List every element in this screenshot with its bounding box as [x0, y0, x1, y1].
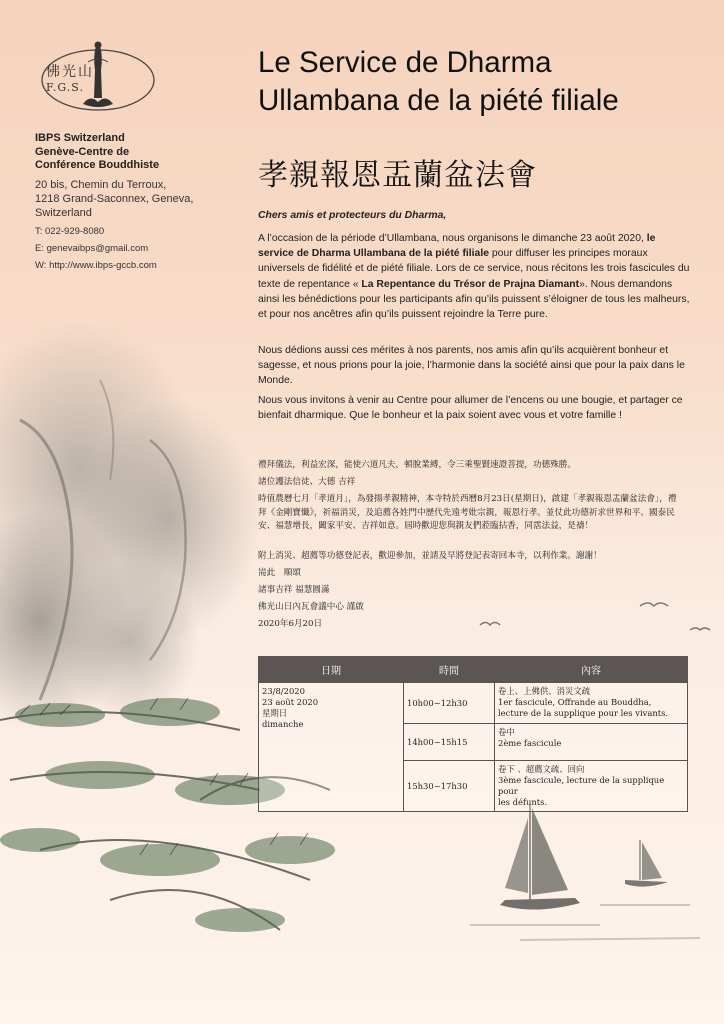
content-fr: 3ème fascicule, lecture de la supplique pour — [498, 775, 665, 796]
content-fr: 2ème fascicule — [498, 738, 562, 748]
time-cell: 10h00~12h30 — [404, 683, 495, 724]
zh-signature: 佛光山日內瓦會議中心 謹啟 — [258, 602, 364, 612]
content-cell — [495, 683, 688, 724]
zh-paragraph-3: 時值農曆七月「孝道月」，為發揚孝親精神，本寺特於西曆8月23日(星期日)，啟建「孝親報恩盂蘭盆法會」，禮拜《金剛寶懺》，祈福消災，及追薦各姓門中歷代先遠考妣宗親，報恩行孝。並仗此功德祈求世界和平、國泰民安、福慧增長，闔家平安、吉祥如意。屆時歡迎您與親友們蒞臨拈香，同霑法益，是禱！ — [258, 494, 677, 532]
date-cell — [259, 683, 404, 812]
content-fr: 1er fascicule, Offrande au Bouddha, — [498, 697, 652, 707]
organization-address — [35, 178, 225, 220]
letter-paragraph-3: Nous vous invitons à venir au Centre pour allumer de l’encens ou une bougie, et partager ce bienfait dharmique. Que le bonheur et la paix soient avec vous et votre famille ! — [258, 395, 683, 422]
date-line: 23/8/2020 — [262, 686, 305, 696]
content-fr: les défunts. — [498, 797, 548, 807]
date-line: 23 août 2020 — [262, 697, 319, 707]
date-line: 星期日 — [262, 708, 288, 718]
logo-text — [46, 64, 94, 96]
header-content: 內容 — [495, 657, 688, 683]
title-line-2: Ullambana de la piété filiale — [258, 84, 619, 117]
organization-name — [35, 132, 215, 173]
address-line: 20 bis, Chemin du Terroux, — [35, 179, 167, 191]
time-cell: 15h30~17h30 — [404, 761, 495, 812]
page-title — [258, 44, 708, 120]
p1-service-name: le service de Dharma Ullambana de la piété filiale — [258, 233, 656, 260]
letter-paragraph-2: Nous dédions aussi ces mérites à nos parents, nos amis afin qu’ils acquièrent bonheur et sagesse, et nous prions pour la joie, l’harmonie dans la société ainsi que pour la paix dans le Monde. — [258, 345, 685, 387]
address-line: Switzerland — [35, 207, 92, 219]
zh-paragraph-4: 附上消災、超薦等功德登記表，歡迎參加，並請及早將登記表寄回本寺，以利作業。謝謝！ — [258, 551, 602, 561]
zh-paragraph-2: 諸位護法信徒、大德 吉祥 — [258, 477, 356, 487]
p1-text: A l’occasion de la période d’Ullambana, nous organisons le dimanche 23 août 2020, — [258, 233, 647, 244]
letter-greeting: Chers amis et protecteurs du Dharma, — [258, 210, 447, 221]
p1-text: ». Nous demandons ainsi les bénédictions pour les participants afin qu’ils puissent s’éloigner de tous les malheurs, et pour nos ancêtres afin qu’ils puissent rejoindre la Terre pure. — [258, 278, 690, 321]
org-name-line: Genève-Centre de — [35, 145, 130, 158]
zh-date: 2020年6月20日 — [258, 619, 323, 629]
zh-closing: 耑此 順頌 — [258, 568, 301, 578]
letter-paragraph-1 — [258, 231, 690, 322]
org-name-line: IBPS Switzerland — [35, 132, 125, 144]
org-name-line: Conférence Bouddhiste — [35, 159, 160, 171]
content-zh: 卷中 — [498, 727, 515, 737]
zh-paragraph-1: 禮拜儀法，利益宏深，能使六道凡夫，頓脫業縛，令三乘聖賢速證菩提，功德殊勝。 — [258, 460, 576, 470]
content-cell — [495, 724, 688, 761]
email-address[interactable]: E: genevaibps@gmail.com — [35, 243, 149, 254]
content-cell — [495, 761, 688, 812]
schedule-table — [258, 656, 688, 812]
page-title-chinese: 孝親報恩盂蘭盆法會 — [258, 158, 537, 193]
date-line: dimanche — [262, 719, 304, 729]
table-row — [259, 683, 688, 724]
zh-blessing: 諸事吉祥 福慧圓滿 — [258, 585, 330, 595]
address-line: 1218 Grand-Saconnex, Geneva, — [35, 193, 194, 205]
time-cell: 14h00~15h15 — [404, 724, 495, 761]
p1-text: pour diffuser les principes moraux universels de fidélité et de piété filiale. Lors de ce service, nous récitons les trois fascicules du texte de repentance « — [258, 248, 690, 290]
logo-brand-en: F.G.S. — [46, 81, 84, 94]
table-header-row — [259, 657, 688, 683]
website-link[interactable]: W: http://www.ibps-gccb.com — [35, 260, 157, 271]
content-zh: 卷下 、超薦文疏、回向 — [498, 764, 585, 774]
content-zh: 卷上、上佛供、消災文疏 — [498, 686, 591, 696]
header-date: 日期 — [259, 657, 404, 683]
content-fr: lecture de la supplique pour les vivants. — [498, 708, 669, 718]
phone-number: T: 022-929-8080 — [35, 226, 105, 237]
title-line-1: Le Service de Dharma — [258, 46, 552, 79]
header-time: 時間 — [404, 657, 495, 683]
logo-brand-zh: 佛光山 — [46, 64, 94, 80]
p1-repentance-title: La Repentance du Trésor de Prajna Diamant — [361, 278, 580, 290]
